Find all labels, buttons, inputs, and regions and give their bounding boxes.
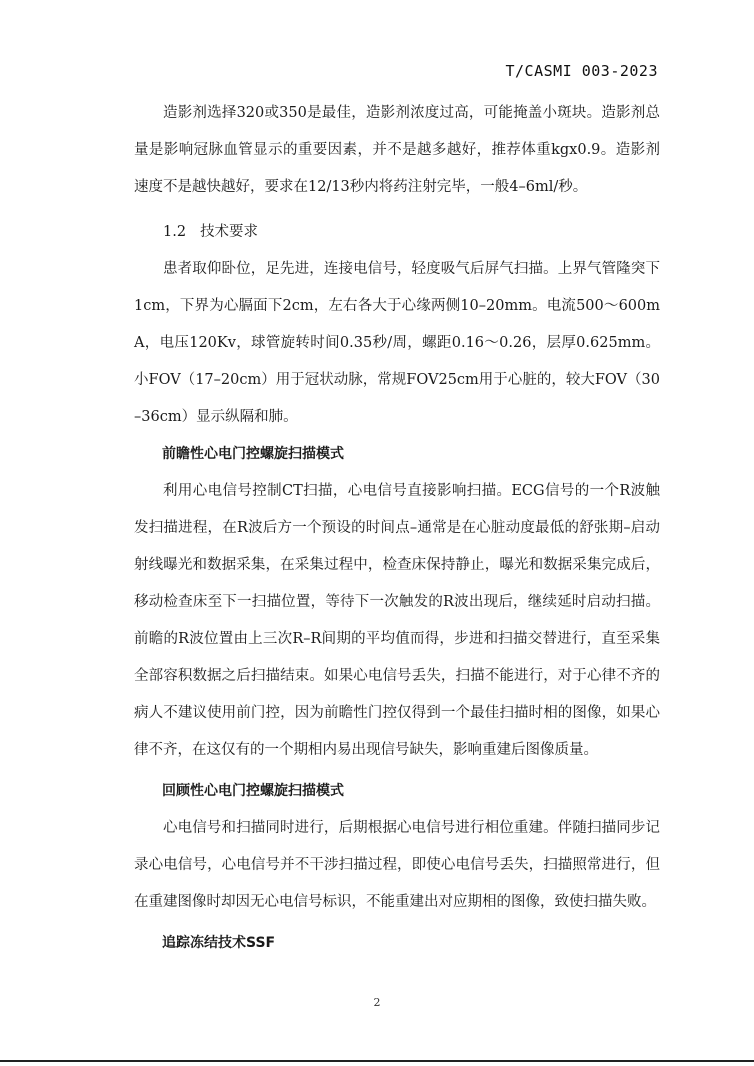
- document-code: T/CASMI 003-2023: [505, 62, 658, 80]
- paragraph-technical-requirements: 患者取仰卧位，足先进，连接电信号，轻度吸气后屏气扫描。上界气管隆突下1cm，下界为心膈面下2cm，左右各大于心缘两侧10–20mm。电流500～600mA，电压120Kv，球管旋转时间0.35秒/周，螺距0.16～0.26，层厚0.625mm。小FOV（17–20cm）用于冠状动脉，常规FOV25cm用于心脏的，较大FOV（30–36cm）显示纵隔和肺。: [134, 261, 660, 425]
- bottom-divider: [0, 1060, 754, 1062]
- subheading-prospective-gating: 前瞻性心电门控螺旋扫描模式: [162, 446, 344, 462]
- page-number: 2: [373, 996, 381, 1009]
- section-number: 1.2: [163, 224, 187, 240]
- subheading-retrospective-gating: 回顾性心电门控螺旋扫描模式: [162, 783, 344, 799]
- paragraph-prospective-gating: 利用心电信号控制CT扫描，心电信号直接影响扫描。ECG信号的一个R波触发扫描进程，在R波后方一个预设的时间点–通常是在心脏动度最低的舒张期–启动射线曝光和数据采集，在采集过程中，检查床保持静止，曝光和数据采集完成后，移动检查床至下一扫描位置，等待下一次触发的R波出现后，继续延时启动扫描。前瞻的R波位置由上三次R–R间期的平均值而得，步进和扫描交替进行，直至采集全部容积数据之后扫描结束。如果心电信号丢失，扫描不能进行，对于心律不齐的病人不建议使用前门控，因为前瞻性门控仅得到一个最佳扫描时相的图像，如果心律不齐，在这仅有的一个期相内易出现信号缺失，影响重建后图像质量。: [134, 483, 660, 758]
- page-body: [134, 95, 660, 962]
- section-heading: [134, 214, 660, 251]
- paragraph-retrospective-gating: 心电信号和扫描同时进行，后期根据心电信号进行相位重建。伴随扫描同步记录心电信号，心电信号并不干涉扫描过程，即使心电信号丢失，扫描照常进行，但在重建图像时却因无心电信号标识，不能重建出对应期相的图像，致使扫描失败。: [134, 820, 660, 910]
- subheading-ssf: 追踪冻结技术SSF: [162, 935, 276, 951]
- paragraph-contrast-agent: 造影剂选择320或350是最佳，造影剂浓度过高，可能掩盖小斑块。造影剂总量是影响冠脉血管显示的重要因素，并不是越多越好，推荐体重kgx0.9。造影剂速度不是越快越好，要求在12/13秒内将药注射完毕，一般4–6ml/秒。: [134, 105, 660, 195]
- section-title: 技术要求: [200, 224, 259, 240]
